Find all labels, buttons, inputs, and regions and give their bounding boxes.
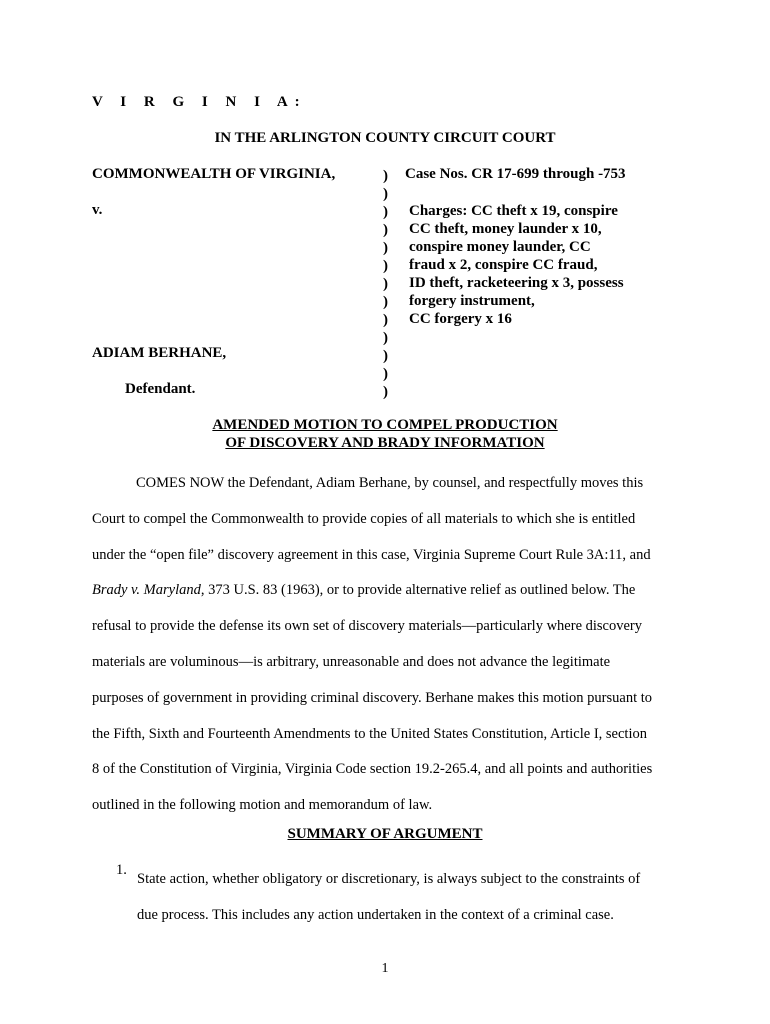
body-line: materials are voluminous—is arbitrary, unreasonable and does not advance the legitimate <box>92 653 611 670</box>
caption-paren: ) <box>383 186 388 202</box>
charges-line: Charges: CC theft x 19, conspire <box>409 203 618 219</box>
plaintiff-name: COMMONWEALTH OF VIRGINIA, <box>92 166 336 182</box>
charges-line: CC forgery x 16 <box>409 311 512 327</box>
charges-line: ID theft, racketeering x 3, possess <box>409 275 624 291</box>
caption-paren-column <box>383 167 388 401</box>
caption-paren: ) <box>383 330 388 346</box>
page-number: 1 <box>381 961 389 976</box>
summary-item-text <box>137 862 640 934</box>
caption-paren: ) <box>383 222 388 238</box>
body-line: purposes of government in providing criminal discovery. Berhane makes this motion pursuant to <box>92 689 653 706</box>
motion-body <box>92 466 692 824</box>
charges-line: CC theft, money launder x 10, <box>409 221 602 237</box>
charges-line: forgery instrument, <box>409 293 535 309</box>
court-heading: IN THE ARLINGTON COUNTY CIRCUIT COURT <box>214 130 556 146</box>
body-line: the Fifth, Sixth and Fourteenth Amendments to the United States Constitution, Article I, section <box>92 725 647 742</box>
caption-paren: ) <box>383 312 388 328</box>
defendant-name: ADIAM BERHANE, <box>92 345 227 361</box>
caption-paren: ) <box>383 276 388 292</box>
state-heading: V I R G I N I A: <box>92 94 307 110</box>
caption-paren: ) <box>383 366 388 382</box>
body-line: COMES NOW the Defendant, Adiam Berhane, by counsel, and respectfully moves this <box>136 475 644 491</box>
motion-title <box>0 416 770 452</box>
summary-item-line: due process. This includes any action undertaken in the context of a criminal case. <box>137 906 614 923</box>
motion-title-line: AMENDED MOTION TO COMPEL PRODUCTION <box>212 417 558 433</box>
case-citation-rest: , 373 U.S. 83 (1963), or to provide alternative relief as outlined below. The <box>200 582 636 599</box>
body-line: outlined in the following motion and memorandum of law. <box>92 797 433 814</box>
caption-paren: ) <box>383 204 388 220</box>
caption-paren: ) <box>383 348 388 364</box>
summary-item-line: State action, whether obligatory or discretionary, is always subject to the constraints of <box>137 871 641 887</box>
charges-line: fraud x 2, conspire CC fraud, <box>409 257 598 273</box>
caption-paren: ) <box>383 258 388 274</box>
charges-block <box>409 202 624 328</box>
charges-line: conspire money launder, CC <box>409 239 591 255</box>
body-line: under the “open file” discovery agreement in this case, Virginia Supreme Court Rule 3A:11, and <box>92 546 651 563</box>
defendant-label: Defendant. <box>125 381 196 397</box>
summary-heading: SUMMARY OF ARGUMENT <box>287 826 483 842</box>
versus-label: v. <box>92 202 103 218</box>
case-numbers: Case Nos. CR 17-699 through -753 <box>405 166 626 182</box>
case-citation-italic: Brady v. Maryland <box>92 582 201 599</box>
body-line: refusal to provide the defense its own set of discovery materials—particularly where discovery <box>92 618 643 635</box>
caption-paren: ) <box>383 240 388 256</box>
caption-paren: ) <box>383 384 388 400</box>
body-line: Court to compel the Commonwealth to provide copies of all materials to which she is entitled <box>92 510 636 527</box>
body-line <box>92 573 692 609</box>
body-line: 8 of the Constitution of Virginia, Virginia Code section 19.2-265.4, and all points and authorities <box>92 761 653 778</box>
motion-title-line: OF DISCOVERY AND BRADY INFORMATION <box>225 435 545 451</box>
summary-item-number: 1. <box>116 862 127 878</box>
caption-paren: ) <box>383 168 388 184</box>
caption-paren: ) <box>383 294 388 310</box>
